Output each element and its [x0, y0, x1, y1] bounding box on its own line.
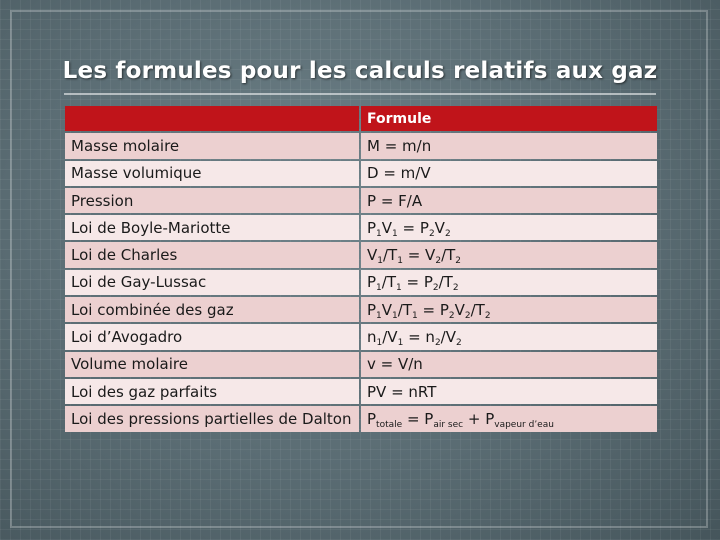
formula-expression [361, 242, 657, 267]
formula-name: Loi d’Avogadro [65, 324, 359, 349]
formula-text: D = m/V [367, 164, 431, 183]
formula-subscript: 1 [376, 228, 382, 239]
formula-subscript: 2 [434, 338, 441, 349]
formula-subscript: 1 [392, 310, 398, 321]
formula-subscript: 2 [484, 310, 491, 321]
formula-expression [361, 188, 657, 213]
formula-text: + P [463, 409, 495, 428]
formula-text: = n [403, 328, 435, 347]
formula-text: V [381, 300, 393, 319]
formula-expression [361, 297, 657, 322]
formula-name: Loi des gaz parfaits [65, 379, 359, 404]
formula-text: P [367, 409, 377, 428]
formula-text: V [381, 218, 393, 237]
formula-name: Loi combinée des gaz [65, 297, 359, 322]
formula-subscript: 1 [392, 228, 398, 239]
table-row [65, 161, 657, 186]
formula-text: /V [382, 328, 398, 347]
formula-name: Masse molaire [65, 133, 359, 158]
table-header-row [65, 106, 657, 131]
formula-text: P [367, 273, 377, 292]
formula-expression [361, 161, 657, 186]
formula-subscript: 1 [397, 338, 404, 349]
formula-text: P [367, 218, 377, 237]
formula-expression [361, 270, 657, 295]
formula-subscript: 2 [464, 310, 471, 321]
formula-expression [361, 379, 657, 404]
formula-subscript: 1 [396, 283, 402, 294]
formula-text: = V [402, 246, 436, 265]
formula-subscript: 1 [412, 310, 418, 321]
formula-subscript: 1 [377, 256, 383, 267]
formula-expression [361, 352, 657, 377]
formula-text: PV = nRT [367, 382, 437, 401]
formula-expression [361, 215, 657, 240]
formula-name: Pression [65, 188, 359, 213]
table-row [65, 215, 657, 240]
table-body [65, 133, 657, 431]
formula-subscript: 2 [455, 256, 462, 267]
formula-expression [361, 406, 657, 431]
formula-subscript: air sec [433, 419, 464, 430]
title-divider [64, 93, 656, 95]
formula-subscript: 1 [376, 283, 382, 294]
formula-name: Loi de Charles [65, 242, 359, 267]
formula-subscript: 1 [376, 338, 383, 349]
formula-text: /T [470, 300, 485, 319]
slide-title: Les formules pour les calculs relatifs aux gaz [62, 58, 658, 84]
formula-text: /T [381, 273, 396, 292]
table-row [65, 379, 657, 404]
formula-text: = P [402, 409, 434, 428]
formula-name: Loi des pressions partielles de Dalton [65, 406, 359, 431]
formula-text: = P [417, 300, 449, 319]
formula-subscript: 2 [432, 283, 439, 294]
formula-name: Loi de Boyle-Mariotte [65, 215, 359, 240]
formula-subscript: totale [376, 419, 403, 430]
formula-text: V [434, 218, 445, 237]
formula-text: V [367, 246, 378, 265]
formula-subscript: 2 [428, 228, 435, 239]
formula-subscript: 1 [376, 310, 382, 321]
formula-expression [361, 133, 657, 158]
formula-subscript: 1 [397, 256, 403, 267]
column-header-name [65, 106, 359, 131]
formula-text: = P [401, 273, 433, 292]
formula-text: /T [441, 246, 456, 265]
column-header-formula: Formule [361, 106, 657, 131]
formula-name: Volume molaire [65, 352, 359, 377]
formula-subscript: vapeur d’eau [494, 419, 554, 430]
formula-text: /V [440, 328, 456, 347]
formula-text: P [367, 300, 377, 319]
table-row [65, 133, 657, 158]
formula-text: /T [397, 300, 412, 319]
table-row [65, 352, 657, 377]
formula-text: /T [438, 273, 453, 292]
formula-text: = P [397, 218, 429, 237]
formula-text: M = m/n [367, 136, 432, 155]
formula-text: v = V/n [367, 355, 423, 374]
table-row [65, 406, 657, 431]
table-row [65, 188, 657, 213]
formula-name: Masse volumique [65, 161, 359, 186]
table-row [65, 297, 657, 322]
formula-text: P = F/A [367, 191, 423, 210]
formula-table [63, 104, 659, 434]
table-row [65, 324, 657, 349]
formula-subscript: 2 [448, 310, 455, 321]
formula-name: Loi de Gay-Lussac [65, 270, 359, 295]
formula-subscript: 2 [444, 228, 451, 239]
formula-subscript: 2 [456, 338, 462, 349]
table-row [65, 270, 657, 295]
formula-text: V [454, 300, 465, 319]
formula-subscript: 2 [452, 283, 459, 294]
table-row [65, 242, 657, 267]
formula-expression [361, 324, 657, 349]
formula-subscript: 2 [435, 256, 442, 267]
formula-text: /T [383, 246, 398, 265]
formula-text: n [367, 328, 377, 347]
